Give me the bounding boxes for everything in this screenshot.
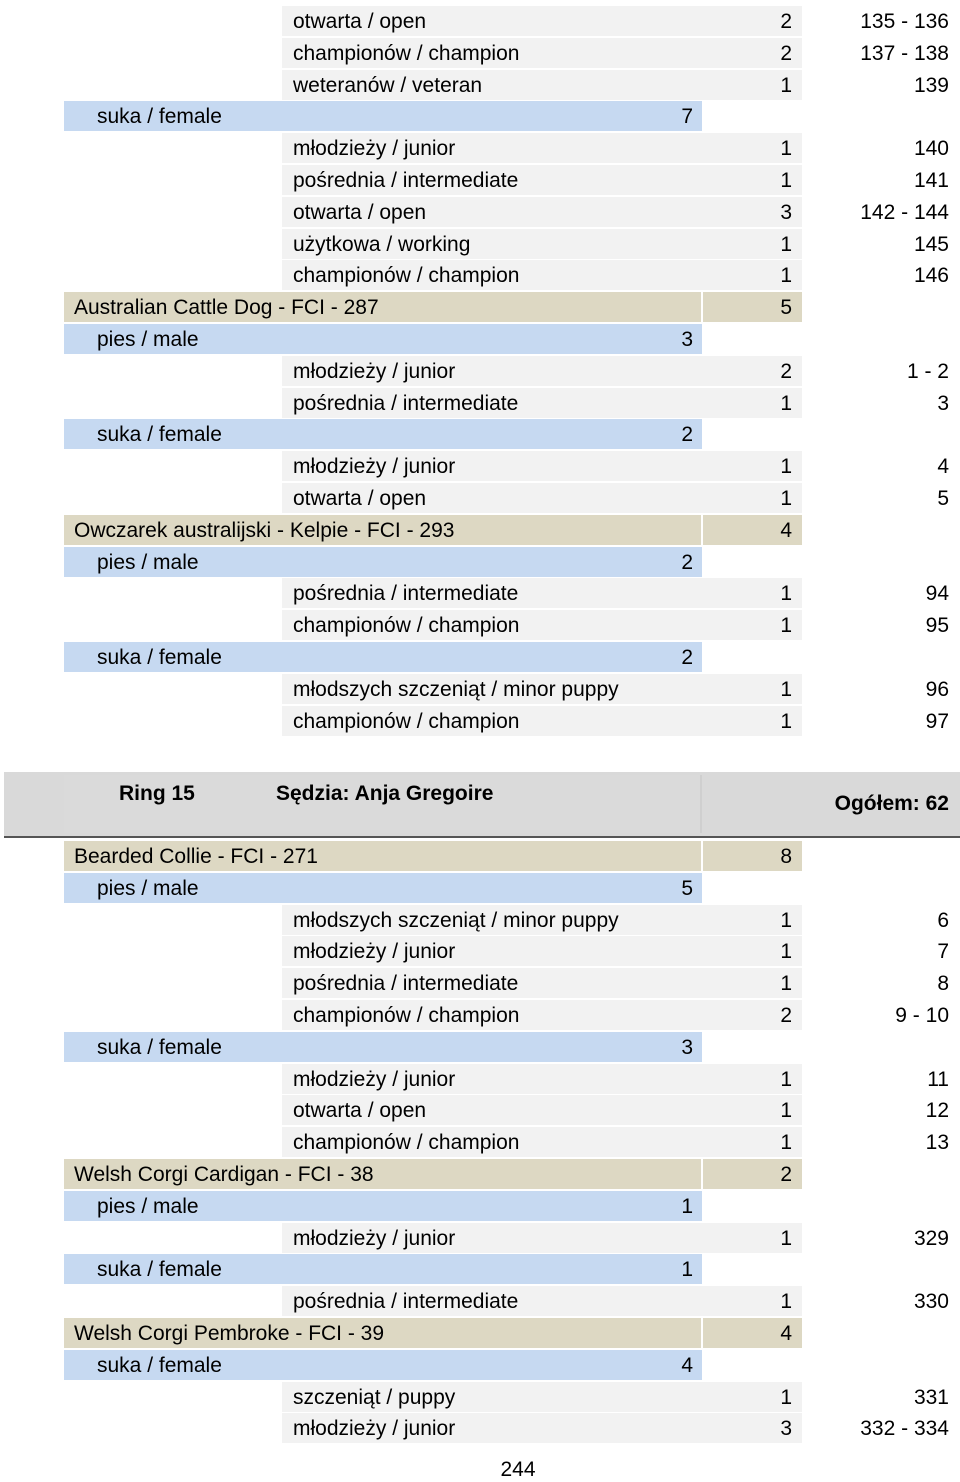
catalog-numbers: 332 - 334 bbox=[860, 1417, 949, 1441]
entry-count: 2 bbox=[681, 550, 693, 574]
class-row bbox=[0, 1063, 960, 1095]
entry-count: 3 bbox=[780, 200, 792, 224]
class-row bbox=[0, 609, 960, 641]
entry-count: 1 bbox=[780, 169, 792, 192]
catalog-numbers: 12 bbox=[925, 1099, 949, 1123]
class-row bbox=[0, 999, 960, 1031]
breed-row bbox=[0, 840, 960, 872]
class-label: młodzieży / junior bbox=[293, 940, 456, 964]
class-row bbox=[0, 904, 960, 936]
entry-count: 1 bbox=[681, 1194, 693, 1218]
entry-count: 1 bbox=[780, 908, 792, 932]
breed-name: Australian Cattle Dog - FCI - 287 bbox=[74, 296, 379, 320]
entry-count: 3 bbox=[681, 328, 693, 351]
entry-count: 3 bbox=[681, 1035, 693, 1059]
entry-count: 4 bbox=[780, 518, 792, 542]
breed-name: Bearded Collie - FCI - 271 bbox=[74, 845, 318, 868]
class-row bbox=[0, 1126, 960, 1158]
entry-count: 8 bbox=[780, 845, 792, 868]
catalog-numbers: 142 - 144 bbox=[860, 200, 949, 224]
catalog-numbers: 146 bbox=[913, 264, 949, 288]
entry-count: 1 bbox=[780, 614, 792, 638]
class-label: championów / champion bbox=[293, 709, 520, 733]
class-label: otwarta / open bbox=[293, 487, 427, 510]
sex-label: pies / male bbox=[97, 1194, 199, 1218]
catalog-numbers: 9 - 10 bbox=[895, 1004, 949, 1027]
catalog-numbers: 13 bbox=[925, 1131, 949, 1155]
class-label: championów / champion bbox=[293, 264, 520, 288]
sex-label: suka / female bbox=[97, 646, 222, 669]
class-row bbox=[0, 1412, 960, 1444]
class-label: młodzieży / junior bbox=[293, 1417, 456, 1441]
class-row bbox=[0, 1222, 960, 1254]
ring-header bbox=[4, 772, 960, 838]
catalog-numbers: 145 bbox=[913, 232, 949, 256]
entry-count: 1 bbox=[780, 73, 792, 97]
class-row bbox=[0, 935, 960, 967]
catalog-numbers: 7 bbox=[937, 940, 949, 964]
ring-number: Ring 15 bbox=[119, 782, 195, 805]
entry-count: 1 bbox=[780, 1099, 792, 1123]
catalog-numbers: 3 bbox=[937, 391, 949, 415]
entry-count: 1 bbox=[780, 582, 792, 606]
class-row bbox=[0, 967, 960, 999]
class-label: championów / champion bbox=[293, 1131, 520, 1155]
class-row bbox=[0, 482, 960, 514]
catalog-numbers: 331 bbox=[913, 1385, 949, 1409]
entry-count: 2 bbox=[780, 10, 792, 33]
class-label: młodszych szczeniąt / minor puppy bbox=[293, 677, 619, 701]
catalog-numbers: 94 bbox=[925, 582, 949, 606]
class-label: pośrednia / intermediate bbox=[293, 169, 519, 192]
entry-count: 1 bbox=[780, 1226, 792, 1250]
class-row bbox=[0, 355, 960, 387]
sex-row bbox=[0, 546, 960, 578]
sex-row bbox=[0, 1031, 960, 1063]
class-row bbox=[0, 450, 960, 482]
class-label: młodzieży / junior bbox=[293, 455, 456, 479]
class-row bbox=[0, 196, 960, 228]
class-label: championów / champion bbox=[293, 41, 520, 65]
class-label: pośrednia / intermediate bbox=[293, 1290, 519, 1314]
sex-row bbox=[0, 100, 960, 132]
entry-count: 2 bbox=[780, 359, 792, 383]
sex-label: suka / female bbox=[97, 1353, 222, 1377]
catalog-numbers: 330 bbox=[913, 1290, 949, 1314]
class-row bbox=[0, 1381, 960, 1413]
class-row bbox=[0, 387, 960, 419]
entry-count: 2 bbox=[780, 1163, 792, 1186]
entry-count: 5 bbox=[780, 296, 792, 320]
class-row bbox=[0, 5, 960, 37]
entry-count: 1 bbox=[780, 391, 792, 415]
entry-count: 1 bbox=[780, 940, 792, 964]
class-row bbox=[0, 577, 960, 609]
entry-count: 1 bbox=[780, 677, 792, 701]
entry-count: 2 bbox=[681, 646, 693, 669]
entry-count: 7 bbox=[681, 105, 693, 129]
entry-count: 1 bbox=[780, 1067, 792, 1091]
catalog-numbers: 8 bbox=[937, 972, 949, 996]
entry-count: 4 bbox=[681, 1353, 693, 1377]
catalog-numbers: 6 bbox=[937, 908, 949, 932]
entry-count: 5 bbox=[681, 876, 693, 900]
sex-row bbox=[0, 1253, 960, 1285]
catalog-numbers: 11 bbox=[927, 1067, 949, 1091]
catalog-numbers: 96 bbox=[925, 677, 949, 701]
class-row bbox=[0, 164, 960, 196]
breed-row bbox=[0, 1317, 960, 1349]
entry-count: 1 bbox=[780, 137, 792, 161]
sex-row bbox=[0, 1349, 960, 1381]
entry-count: 3 bbox=[780, 1417, 792, 1441]
class-label: młodzieży / junior bbox=[293, 137, 456, 161]
entry-count: 1 bbox=[780, 1385, 792, 1409]
class-row bbox=[0, 37, 960, 69]
entry-count: 1 bbox=[780, 1131, 792, 1155]
class-label: pośrednia / intermediate bbox=[293, 972, 519, 996]
class-label: otwarta / open bbox=[293, 200, 427, 224]
breed-row bbox=[0, 291, 960, 323]
entry-count: 1 bbox=[780, 972, 792, 996]
entry-count: 1 bbox=[780, 455, 792, 479]
entry-count: 4 bbox=[780, 1322, 792, 1345]
class-label: pośrednia / intermediate bbox=[293, 582, 519, 606]
breed-name: Owczarek australijski - Kelpie - FCI - 293 bbox=[74, 518, 455, 542]
class-row bbox=[0, 1285, 960, 1317]
sex-row bbox=[0, 872, 960, 904]
catalog-numbers: 97 bbox=[925, 709, 949, 733]
sex-row bbox=[0, 323, 960, 355]
page-number: 244 bbox=[500, 1458, 536, 1481]
class-row bbox=[0, 228, 960, 260]
entry-count: 1 bbox=[780, 232, 792, 256]
class-label: weteranów / veteran bbox=[293, 73, 483, 97]
sex-label: suka / female bbox=[97, 1035, 222, 1059]
class-label: pośrednia / intermediate bbox=[293, 391, 519, 415]
catalog-numbers: 329 bbox=[913, 1226, 949, 1250]
catalog-numbers: 95 bbox=[925, 614, 949, 638]
sex-label: pies / male bbox=[97, 550, 199, 574]
sex-label: suka / female bbox=[97, 105, 222, 129]
catalog-numbers: 135 - 136 bbox=[860, 10, 949, 33]
class-label: championów / champion bbox=[293, 614, 520, 638]
class-label: szczeniąt / puppy bbox=[293, 1385, 456, 1409]
sex-row bbox=[0, 1190, 960, 1222]
class-label: młodzieży / junior bbox=[293, 359, 456, 383]
class-label: młodszych szczeniąt / minor puppy bbox=[293, 908, 619, 932]
breed-row bbox=[0, 514, 960, 546]
catalog-numbers: 141 bbox=[913, 169, 949, 192]
entry-count: 1 bbox=[780, 709, 792, 733]
class-label: młodzieży / junior bbox=[293, 1067, 456, 1091]
class-label: użytkowa / working bbox=[293, 232, 471, 256]
breed-name: Welsh Corgi Cardigan - FCI - 38 bbox=[74, 1163, 374, 1186]
entry-count: 1 bbox=[780, 487, 792, 510]
catalog-numbers: 137 - 138 bbox=[860, 41, 949, 65]
class-row bbox=[0, 673, 960, 705]
entry-count: 2 bbox=[780, 41, 792, 65]
sex-label: suka / female bbox=[97, 423, 222, 447]
entry-count: 1 bbox=[780, 1290, 792, 1314]
class-row bbox=[0, 705, 960, 737]
class-label: młodzieży / junior bbox=[293, 1226, 456, 1250]
class-row bbox=[0, 1094, 960, 1126]
entry-count: 2 bbox=[681, 423, 693, 447]
sex-label: pies / male bbox=[97, 876, 199, 900]
catalog-numbers: 1 - 2 bbox=[906, 359, 949, 383]
ring-total: Ogółem: 62 bbox=[834, 792, 949, 815]
catalog-numbers: 5 bbox=[937, 487, 949, 510]
class-label: otwarta / open bbox=[293, 10, 427, 33]
judge-name: Sędzia: Anja Gregoire bbox=[276, 782, 494, 805]
breed-row bbox=[0, 1158, 960, 1190]
class-row bbox=[0, 132, 960, 164]
class-row bbox=[0, 69, 960, 101]
entry-count: 2 bbox=[780, 1004, 792, 1027]
class-row bbox=[0, 259, 960, 291]
sex-row bbox=[0, 641, 960, 673]
catalog-numbers: 139 bbox=[913, 73, 949, 97]
sex-label: pies / male bbox=[97, 328, 199, 351]
catalog-numbers: 140 bbox=[913, 137, 949, 161]
sex-label: suka / female bbox=[97, 1258, 222, 1282]
class-label: otwarta / open bbox=[293, 1099, 427, 1123]
catalog-numbers: 4 bbox=[937, 455, 949, 479]
sex-row bbox=[0, 418, 960, 450]
entry-count: 1 bbox=[780, 264, 792, 288]
breed-name: Welsh Corgi Pembroke - FCI - 39 bbox=[74, 1322, 385, 1345]
entry-count: 1 bbox=[681, 1258, 693, 1282]
class-label: championów / champion bbox=[293, 1004, 520, 1027]
